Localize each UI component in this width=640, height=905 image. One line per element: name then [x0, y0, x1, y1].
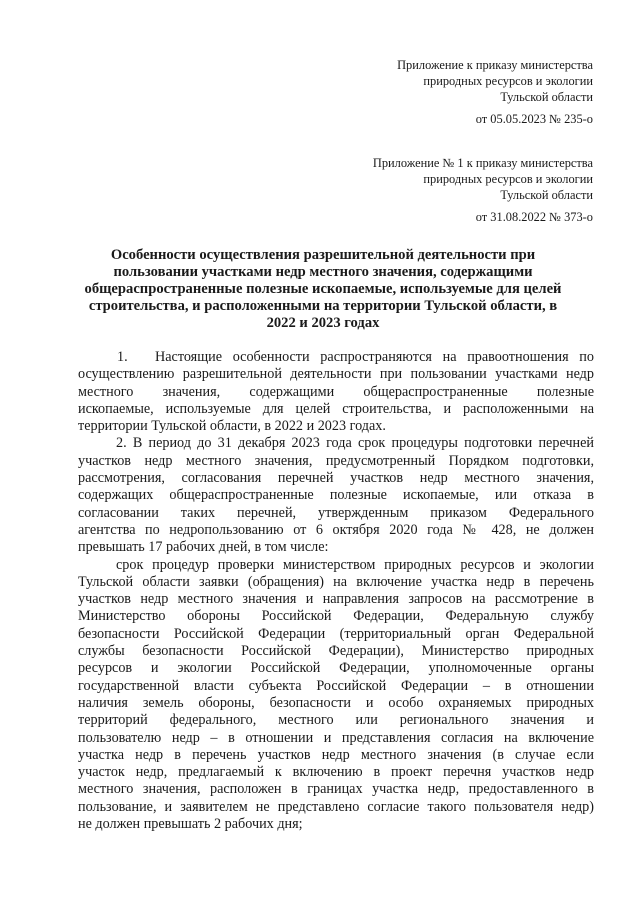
paragraph-line: участков недр местного значения, предусмотренный Порядком подготовки, [78, 452, 594, 469]
attachment-header-original [373, 155, 593, 225]
paragraph-line [78, 349, 594, 366]
attachment-line: Тульской области [500, 188, 593, 202]
title-line: строительства, и расположенными на территории Тульской области, в [88, 298, 558, 314]
document-title [80, 247, 566, 332]
paragraph-line: пользование, и заявителем не представлено согласие такого пользователя недр) [78, 798, 594, 815]
paragraph-line: не должен превышать 2 рабочих дня; [78, 816, 303, 833]
paragraph-1 [78, 349, 594, 435]
document-body [78, 349, 594, 833]
title-line: 2022 и 2023 годах [266, 315, 380, 331]
paragraph-line: ресурсов и экологии Российской Федерации, уполномоченные органы [78, 660, 594, 677]
paragraph-line: содержащих общераспространенные полезные ископаемые, или отказа в [78, 487, 594, 504]
attachment-order-ref: от 05.05.2023 № 235-о [475, 112, 593, 126]
paragraph-line: согласовании таких перечней, утвержденным приказом Федерального [78, 504, 594, 521]
paragraph-line: срок процедур проверки министерством природных ресурсов и экологии [116, 556, 594, 573]
paragraph-line: территории Тульской области, в 2022 и 2023 годах. [78, 418, 386, 435]
paragraph-line: участков недр местного значения и направления запросов на рассмотрение в [78, 591, 594, 608]
attachment-line: Тульской области [500, 90, 593, 104]
attachment-line: природных ресурсов и экологии [423, 74, 593, 88]
attachment-line: Приложение к приказу министерства [397, 58, 593, 72]
paragraph-number: 1. [117, 349, 128, 365]
paragraph-line: пользователю недр – в отношении и представления согласия на включение [78, 729, 594, 746]
paragraph-line: ископаемые, используемые для целей строительства, и расположенными на [78, 400, 594, 417]
paragraph-line: рассмотрения, согласования перечней участков недр местного значения, [78, 470, 594, 487]
title-line: пользовании участками недр местного значения, содержащими [113, 264, 533, 280]
paragraph-line: наличия земель обороны, безопасности и особо охраняемых природных [78, 694, 594, 711]
attachment-header-current [397, 57, 593, 127]
title-line: общераспространенные полезные ископаемые, используемые для целей [84, 281, 562, 297]
paragraph-3 [78, 557, 594, 834]
paragraph-line: превышать 17 рабочих дней, в том числе: [78, 539, 329, 556]
paragraph-line: Министерство обороны Российской Федерации, Федеральную службу [78, 608, 594, 625]
paragraph-line: местного значения, содержащими общераспространенные полезные [78, 383, 594, 400]
paragraph-line: осуществлению разрешительной деятельности при пользовании участками недр [78, 366, 594, 383]
paragraph-line: агентства по недропользованию от 6 октября 2020 года № 428, не должен [78, 521, 594, 538]
paragraph-line: 2. В период до 31 декабря 2023 года срок процедуры подготовки перечней [116, 435, 594, 452]
title-line: Особенности осуществления разрешительной деятельности при [110, 247, 536, 263]
attachment-order-ref: от 31.08.2022 № 373-о [475, 210, 593, 224]
paragraph-line: участок недр, предлагаемый к включению в проект перечня участков недр [78, 764, 594, 781]
paragraph-line: государственной власти субъекта Российской Федерации – в отношении [78, 677, 594, 694]
paragraph-line-text: Настоящие особенности распространяются на правоотношения по [155, 349, 594, 365]
paragraph-line: Тульской области заявки (обращения) на включение участка недр в перечень [78, 573, 594, 590]
paragraph-2 [78, 435, 594, 556]
attachment-line: природных ресурсов и экологии [423, 172, 593, 186]
paragraph-line: участка недр в перечень участков недр местного значения (в случае если [78, 746, 594, 763]
paragraph-line: службы безопасности Российской Федерации), Министерство природных [78, 643, 594, 660]
paragraph-line: безопасности Российской Федерации (территориальный орган Федеральной [78, 625, 594, 642]
paragraph-line: территорий федерального, местного или регионального значения и [78, 712, 594, 729]
attachment-line: Приложение № 1 к приказу министерства [372, 156, 593, 170]
paragraph-line: местного значения, расположен в границах участка недр, предоставленного в [78, 781, 594, 798]
